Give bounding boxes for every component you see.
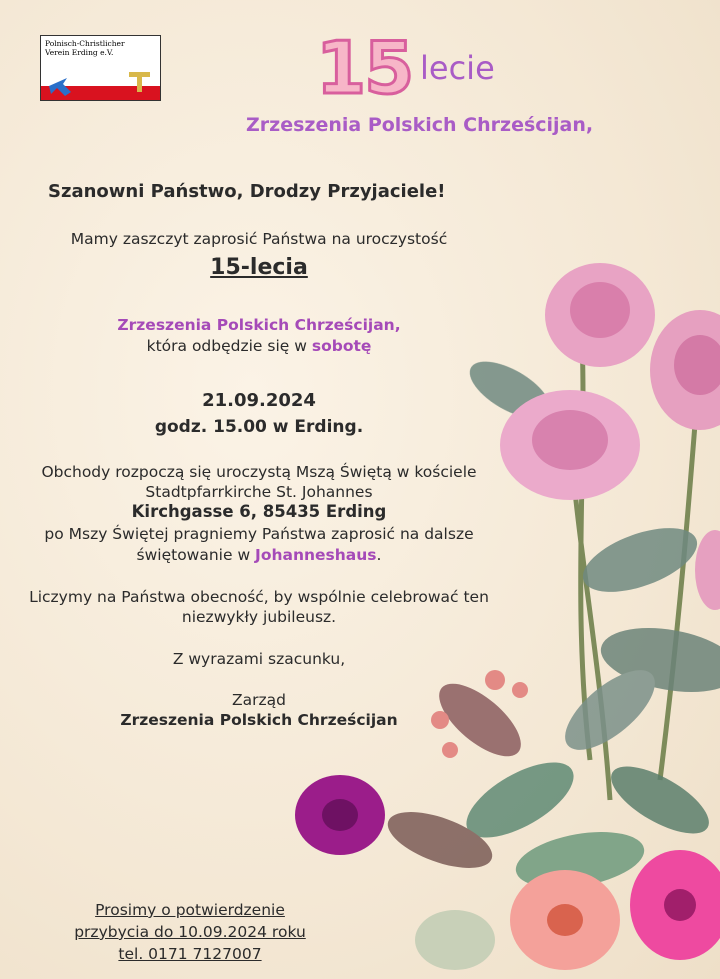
rsvp-line-1: Prosimy o potwierdzenie	[95, 901, 285, 919]
presence-line-1: Liczymy na Państwa obecność, by wspólnie celebrować ten	[29, 588, 489, 606]
logo-line-1: Polnisch-Christlicher	[45, 39, 125, 48]
header-organization: Zrzeszenia Polskich Chrześcijan,	[246, 114, 594, 136]
mass-line-1: Obchody rozpoczą się uroczystą Mszą Świętą w kościele	[41, 463, 477, 481]
greeting: Szanowni Państwo, Drodzy Przyjaciele!	[48, 181, 446, 202]
letter-organization: Zrzeszenia Polskich Chrześcijan,	[117, 316, 401, 334]
rsvp-phone[interactable]: tel. 0171 7127007	[118, 945, 262, 963]
after-line-1: po Mszy Świętej pragniemy Państwa zaprosić na dalsze	[44, 525, 474, 543]
after-line-2-prefix: świętowanie w	[136, 546, 256, 564]
anniversary-number: 15	[316, 26, 413, 110]
anniversary-suffix: lecie	[420, 49, 495, 87]
mass-line-2: Stadtpfarrkirche St. Johannes	[145, 483, 373, 501]
after-line-2	[0, 545, 518, 565]
event-day-prefix: która odbędzie się w	[146, 337, 312, 355]
church-address: Kirchgasse 6, 85435 Erding	[131, 502, 387, 521]
venue-name: Johanneshaus	[255, 546, 377, 564]
rsvp-line-2: przybycia do 10.09.2024 roku	[74, 923, 306, 941]
board-organization: Zrzeszenia Polskich Chrześcijan	[120, 711, 398, 729]
presence-line-2: niezwykły jubileusz.	[181, 608, 337, 626]
event-time: godz. 15.00 w Erding.	[154, 417, 364, 437]
invite-text: Mamy zaszczyt zaprosić Państwa na uroczystość	[70, 230, 448, 248]
jubilee-label: 15-lecia	[210, 255, 308, 280]
logo-flag-graphic	[41, 72, 161, 101]
logo-line-2: Verein Erding e.V.	[45, 48, 114, 57]
event-date: 21.09.2024	[202, 390, 316, 411]
event-day: sobotę	[311, 337, 372, 355]
board-label: Zarząd	[232, 691, 286, 709]
association-logo	[40, 35, 161, 101]
event-day-line	[0, 336, 518, 356]
after-line-2-suffix: .	[376, 546, 382, 564]
regards: Z wyrazami szacunku,	[172, 650, 346, 668]
